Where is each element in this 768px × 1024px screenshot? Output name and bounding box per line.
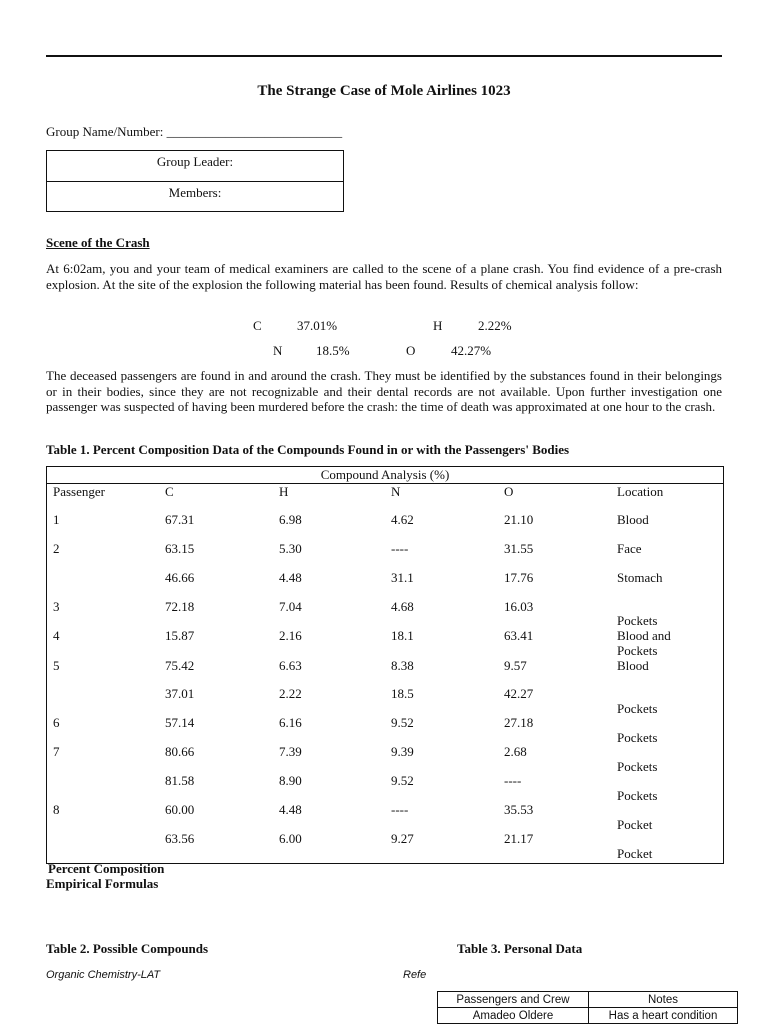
page-title: The Strange Case of Mole Airlines 1023 — [257, 83, 511, 99]
column-header: O — [504, 484, 514, 499]
composition-table — [46, 466, 724, 864]
value-cell: 8.38 — [391, 658, 414, 673]
table-row — [438, 1008, 738, 1024]
value-cell: 80.66 — [165, 744, 195, 759]
location-cell: Pockets — [617, 759, 658, 774]
location-cell: Stomach — [617, 570, 663, 585]
table3-caption: Table 3. Personal Data — [457, 941, 583, 956]
value-cell: ---- — [391, 541, 409, 556]
location-cell: Pocket — [617, 817, 653, 832]
value-cell: 9.27 — [391, 831, 414, 846]
deceased-paragraph: The deceased passengers are found in and around the crash. They must be identified by the substances found in their belongings or in their bodies, since they are not recognizable and their dental records are not available. Upon further investigation one passenger was suspected of having been murdered before the crash: the time of death was approximated at one hour to the crash. — [46, 368, 722, 414]
value-cell: 18.1 — [391, 628, 414, 643]
value-cell: 37.01 — [165, 686, 195, 701]
value-cell: 21.10 — [504, 512, 534, 527]
group-name-field: Group Name/Number: ___________________________ — [46, 124, 343, 139]
value-cell: 6.00 — [279, 831, 302, 846]
location-cell: Pockets — [617, 613, 658, 628]
location-cell: Pockets — [617, 788, 658, 803]
comp-h-label: H — [433, 318, 443, 333]
location-cell: Blood — [617, 512, 649, 527]
location-cell: Blood and Pockets — [617, 628, 671, 658]
table-cell: Has a heart condition — [589, 1008, 738, 1024]
header-cell: Notes — [589, 992, 738, 1008]
value-cell: ---- — [391, 802, 409, 817]
value-cell: 31.55 — [504, 541, 534, 556]
value-cell: 17.76 — [504, 570, 534, 585]
column-header: H — [279, 484, 289, 499]
value-cell: 63.41 — [504, 628, 534, 643]
value-cell: 8.90 — [279, 773, 302, 788]
passenger-cell: 8 — [53, 802, 60, 817]
group-leader-label: Group Leader: — [47, 151, 343, 182]
scene-paragraph: At 6:02am, you and your team of medical examiners are called to the scene of a plane crash. You find evidence of a pre-crash explosion. At the site of the explosion the following material has been found. Results of chemical analysis follow: — [46, 261, 722, 292]
comp-c-value: 37.01% — [297, 318, 338, 333]
location-cell: Pockets — [617, 730, 658, 745]
header-cell: Passengers and Crew — [438, 992, 589, 1008]
footer-course: Organic Chemistry-LAT — [46, 969, 161, 981]
value-cell: 9.52 — [391, 715, 414, 730]
value-cell: 4.48 — [279, 570, 302, 585]
table1-caption: Table 1. Percent Composition Data of the Compounds Found in or with the Passengers' Bodies — [46, 442, 570, 457]
value-cell: 6.16 — [279, 715, 302, 730]
comp-h-value: 2.22% — [478, 318, 512, 333]
table-cell: Amadeo Oldere — [438, 1008, 589, 1024]
column-header: Passenger — [53, 484, 105, 499]
passenger-cell: 4 — [53, 628, 60, 643]
percent-composition-label: Percent Composition — [48, 861, 165, 876]
scene-heading: Scene of the Crash — [46, 235, 150, 250]
value-cell: 75.42 — [165, 658, 195, 673]
passenger-cell: 7 — [53, 744, 60, 759]
value-cell: 9.52 — [391, 773, 414, 788]
location-cell: Pocket — [617, 846, 653, 861]
table-header-row — [438, 992, 738, 1008]
value-cell: 4.68 — [391, 599, 414, 614]
value-cell: 6.98 — [279, 512, 302, 527]
comp-o-value: 42.27% — [451, 343, 492, 358]
location-cell: Blood — [617, 658, 649, 673]
top-rule — [46, 55, 722, 57]
column-header: N — [391, 484, 401, 499]
value-cell: 4.62 — [391, 512, 414, 527]
location-cell: Face — [617, 541, 642, 556]
location-cell: Pockets — [617, 701, 658, 716]
value-cell: 16.03 — [504, 599, 534, 614]
empirical-formulas-label: Empirical Formulas — [46, 876, 159, 891]
personal-data-table — [437, 991, 738, 1024]
value-cell: 18.5 — [391, 686, 414, 701]
value-cell: 46.66 — [165, 570, 195, 585]
value-cell: 35.53 — [504, 802, 534, 817]
column-header: C — [165, 484, 174, 499]
comp-n-value: 18.5% — [316, 343, 350, 358]
value-cell: 15.87 — [165, 628, 195, 643]
footer-reference: Refe — [403, 969, 427, 981]
comp-c-label: C — [253, 318, 262, 333]
value-cell: 7.39 — [279, 744, 302, 759]
value-cell: 5.30 — [279, 541, 302, 556]
comp-o-label: O — [406, 343, 416, 358]
value-cell: 81.58 — [165, 773, 195, 788]
column-header: Location — [617, 484, 664, 499]
passenger-cell: 6 — [53, 715, 60, 730]
table-group-header: Compound Analysis (%) — [47, 467, 723, 484]
value-cell: 21.17 — [504, 831, 534, 846]
value-cell: 42.27 — [504, 686, 534, 701]
value-cell: 2.22 — [279, 686, 302, 701]
value-cell: 31.1 — [391, 570, 414, 585]
passenger-cell: 1 — [53, 512, 60, 527]
value-cell: 6.63 — [279, 658, 302, 673]
value-cell: 2.16 — [279, 628, 302, 643]
members-label: Members: — [168, 185, 222, 200]
value-cell: 9.57 — [504, 658, 527, 673]
table2-caption: Table 2. Possible Compounds — [46, 941, 209, 956]
value-cell: 57.14 — [165, 715, 195, 730]
value-cell: ---- — [504, 773, 522, 788]
passenger-cell: 3 — [53, 599, 60, 614]
value-cell: 27.18 — [504, 715, 534, 730]
value-cell: 9.39 — [391, 744, 414, 759]
passenger-cell: 2 — [53, 541, 60, 556]
value-cell: 60.00 — [165, 802, 195, 817]
value-cell: 4.48 — [279, 802, 302, 817]
value-cell: 67.31 — [165, 512, 195, 527]
comp-n-label: N — [273, 343, 283, 358]
value-cell: 63.56 — [165, 831, 195, 846]
value-cell: 7.04 — [279, 599, 302, 614]
value-cell: 2.68 — [504, 744, 527, 759]
value-cell: 72.18 — [165, 599, 195, 614]
group-box — [46, 150, 344, 212]
passenger-cell: 5 — [53, 658, 60, 673]
value-cell: 63.15 — [165, 541, 195, 556]
